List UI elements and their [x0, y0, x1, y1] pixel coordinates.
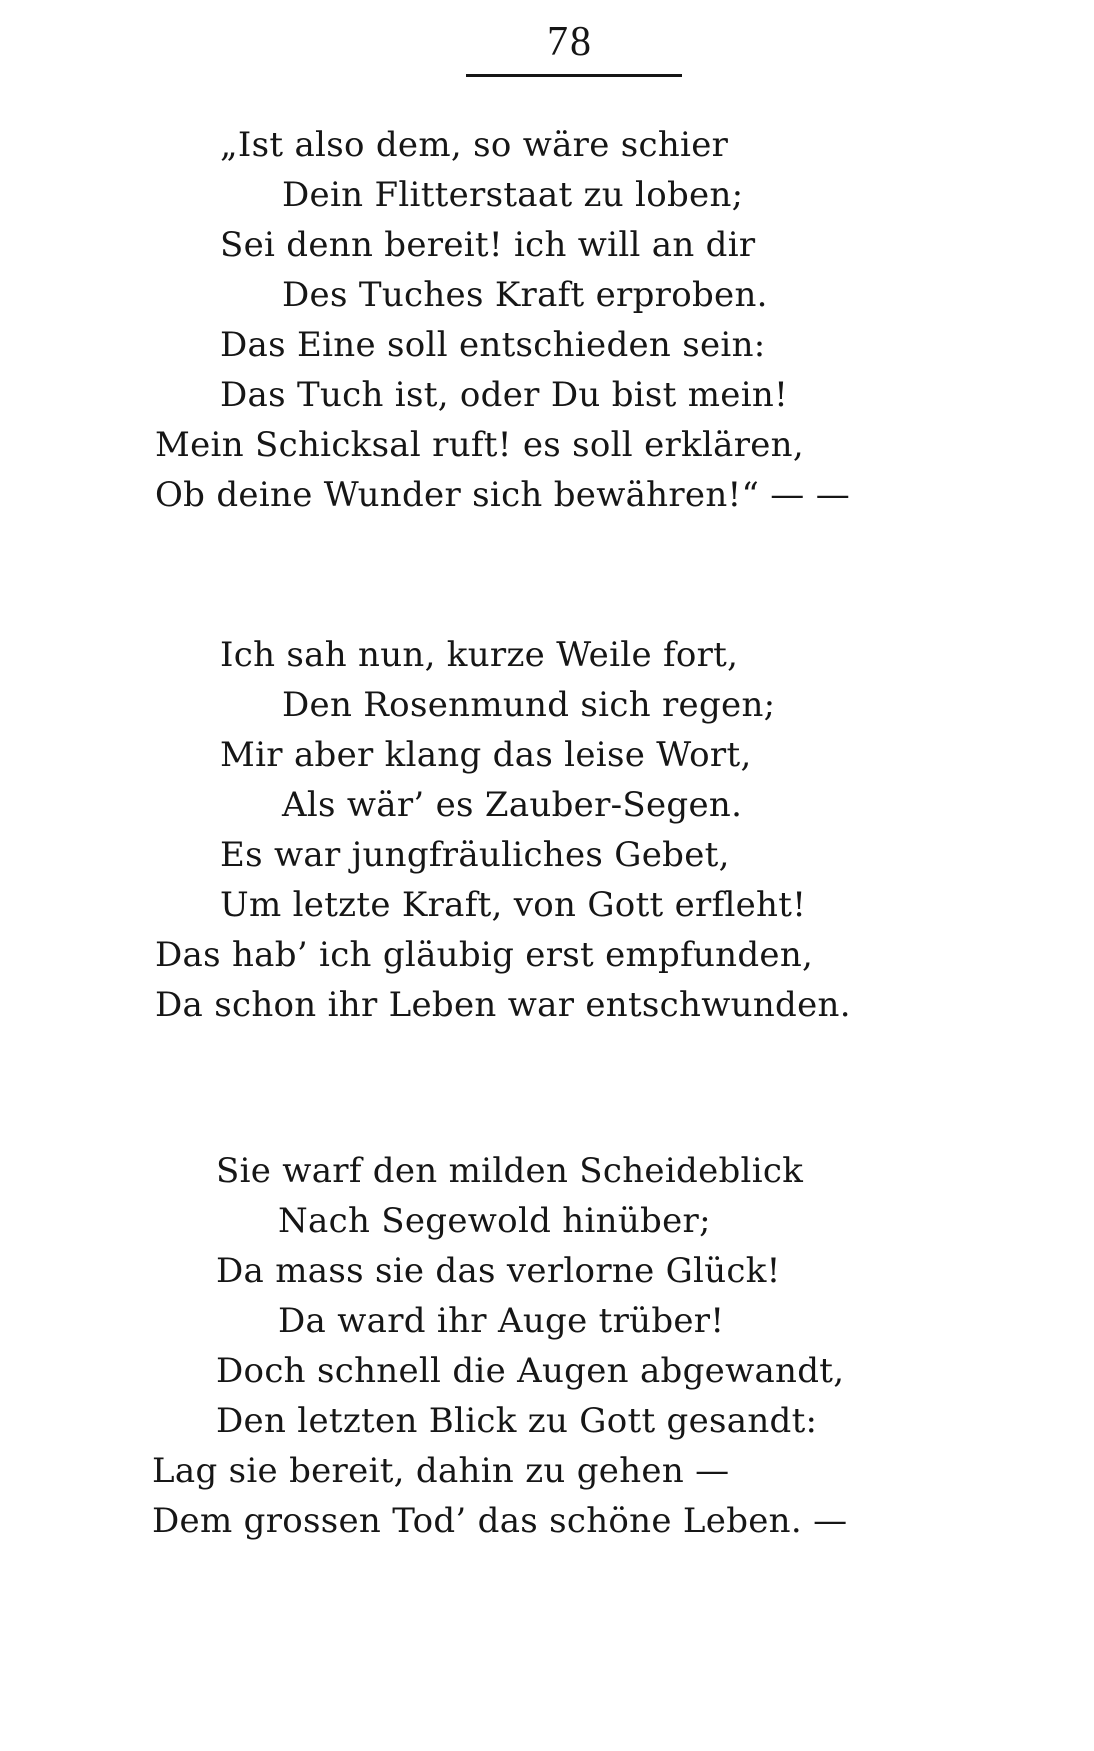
- verse-line: Da ward ihr Auge trüber!: [278, 1301, 725, 1341]
- verse-line: Das Tuch ist, oder Du bist mein!: [220, 375, 789, 415]
- verse-line: Um letzte Kraft, von Gott erfleht!: [220, 885, 807, 925]
- verse-line: Mir aber klang das leise Wort,: [220, 735, 752, 775]
- verse-line: Nach Segewold hinüber;: [278, 1201, 711, 1241]
- verse-line: Den letzten Blick zu Gott gesandt:: [216, 1401, 818, 1441]
- verse-line: „Ist also dem, so wäre schier: [220, 125, 729, 165]
- verse-line: Das Eine soll entschieden sein:: [220, 325, 766, 365]
- verse-line: Ob deine Wunder sich bewähren!“ — —: [155, 475, 850, 515]
- verse-line: Dein Flitterstaat zu loben;: [282, 175, 744, 215]
- verse-line: Ich sah nun, kurze Weile fort,: [220, 635, 739, 675]
- verse-line: Es war jungfräuliches Gebet,: [220, 835, 730, 875]
- page-number: 78: [547, 19, 593, 65]
- verse-line: Sie warf den milden Scheideblick: [216, 1151, 804, 1191]
- verse-line: Da schon ihr Leben war entschwunden.: [155, 985, 851, 1025]
- verse-line: Das hab’ ich gläubig erst empfunden,: [155, 935, 814, 975]
- header-rule: [466, 74, 682, 77]
- verse-line: Den Rosenmund sich regen;: [282, 685, 776, 725]
- verse-line: Als wär’ es Zauber-Segen.: [282, 785, 743, 825]
- verse-line: Da mass sie das verlorne Glück!: [216, 1251, 781, 1291]
- verse-line: Dem grossen Tod’ das schöne Leben. —: [152, 1501, 848, 1541]
- verse-line: Sei denn bereit! ich will an dir: [220, 225, 756, 265]
- verse-line: Mein Schicksal ruft! es soll erklären,: [155, 425, 804, 465]
- verse-line: Doch schnell die Augen abgewandt,: [216, 1351, 845, 1391]
- verse-line: Des Tuches Kraft erproben.: [282, 275, 768, 315]
- verse-line: Lag sie bereit, dahin zu gehen —: [152, 1451, 730, 1491]
